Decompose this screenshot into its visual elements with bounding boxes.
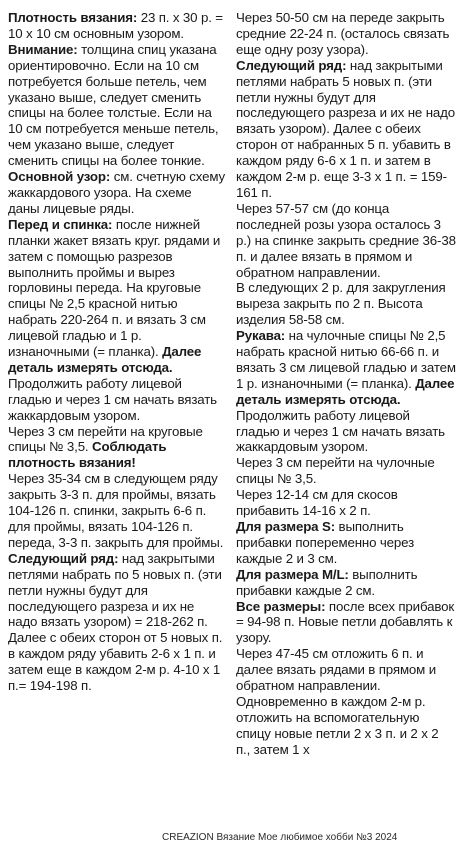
all-sizes-paragraph — [236, 599, 456, 647]
armhole-paragraph — [8, 471, 226, 551]
front-neck-text: Через 50-50 см на переде закрыть средние 22-24 п. (осталось связать еще одну розу узора). — [236, 10, 450, 57]
rounding-text: В следующих 2 р. для закругления выреза закрыть по 2 п. Высота изделия 58-58 см. — [236, 280, 446, 328]
next-row-2-text: над закрытыми петлями набрать 5 новых п. (эти петли нужны будут для последующего разреза и их не надо вязать узором). Далее с обеих сторон от набранных 5 п. убавить в каждом ряду 6-6 x 1 п. и затем в каждом 2-м р. еще 3-3 x 1 п. = 159-161 п. — [236, 57, 456, 200]
sleeves-continue-text: Продолжить работу лицевой гладью и через 1 см начать вязать жаккардовым узором. — [236, 407, 445, 455]
front-neck-paragraph — [236, 10, 456, 58]
armhole-text: Через 35-34 см в следующем ряду закрыть 3-3 п. для проймы, вязать 104-126 п. спинки, закрыть 6-6 п. для проймы, вязать 104-126 п. переда, 3-3 п. закрыть для проймы. — [8, 471, 224, 550]
attention-heading: Внимание: — [8, 41, 78, 57]
all-sizes-text: после всех прибавок = 94-98 п. Новые петли добавлять к узору. — [236, 598, 455, 646]
sleeves-heading: Рукава: — [236, 328, 286, 344]
attention-paragraph — [8, 42, 226, 169]
set-aside-text: Через 47-45 см отложить 6 п. и далее вязать рядами в прямом и обратном направлении. — [236, 646, 436, 694]
rounding-paragraph — [236, 280, 456, 328]
size-s-heading: Для размера S: — [236, 519, 335, 534]
set-aside-paragraph — [236, 646, 456, 694]
decrease-paragraph — [8, 630, 226, 694]
right-column — [236, 10, 456, 758]
all-sizes-heading: Все размеры: — [236, 598, 326, 614]
next-row-paragraph — [8, 551, 226, 631]
decrease-text: Далее с обеих сторон от 5 новых п. в каждом ряду убавить 2-6 x 1 п. и затем еще в каждом 2-м р. 4-10 x 1 п.= 194-198 п. — [8, 630, 223, 694]
sleeves-measure-note: Далее деталь измерять отсюда. — [236, 375, 455, 407]
measure-note: Далее деталь измерять отсюда. — [8, 344, 202, 375]
size-s-text: выполнить прибавки попеременно через каждые 2 и 3 см. — [236, 519, 415, 566]
size-ml-text: выполнить прибавки каждые 2 см. — [236, 566, 418, 598]
size-ml-paragraph — [236, 567, 456, 599]
front-back-paragraph — [8, 217, 226, 376]
simultaneously-paragraph — [236, 694, 456, 758]
main-pattern-heading: Основной узор: — [8, 169, 111, 185]
attention-text: толщина спиц указана ориентировочно. Если на 10 см потребуется больше петель, чем указано выше, следует сменить спицы на более толстые. Если на 10 см потребуется меньше петель, чем указано выше, следует сменить спицы на более тонкие. — [8, 41, 219, 169]
next-row-2-heading: Следующий ряд: — [236, 57, 347, 73]
footer-caption: CREAZION Вязание Мое любимое хобби №3 2024 — [162, 832, 398, 843]
needles-text: Через 3 см перейти на круговые спицы № 3,5. — [8, 423, 203, 455]
continue-text: Продолжить работу лицевой гладью и через 1 см начать вязать жаккардовым узором. — [8, 375, 217, 423]
back-neck-paragraph — [236, 201, 456, 281]
density-warning: Соблюдать плотность вязания! — [8, 439, 167, 471]
density-text: 23 п. x 30 р. = 10 x 10 см основным узором. — [8, 10, 223, 41]
back-neck-text: Через 57-57 см (до конца последней розы узора осталось 3 р.) на спинке закрыть средние 36-38 п. и далее вязать в прямом и обратном направлении. — [236, 200, 456, 280]
left-column — [8, 10, 226, 694]
size-s-paragraph — [236, 519, 456, 567]
needles-paragraph — [8, 424, 226, 472]
bevel-text: Через 12-14 см для скосов прибавить 14-16 x 2 п. — [236, 487, 398, 519]
main-pattern-text: см. счетную схему жаккардового узора. На схеме даны лицевые ряды. — [8, 169, 225, 216]
bevel-paragraph — [236, 487, 456, 519]
next-row-heading: Следующий ряд: — [8, 550, 119, 566]
main-pattern-paragraph — [8, 169, 226, 217]
sleeves-needles-paragraph — [236, 455, 456, 487]
front-back-text: после нижней планки жакет вязать круг. рядами и затем с помощью разрезов выполнить проймы и вырез горловины переда. На круговые спицы № 2,5 красной нитью набрать 220-264 п. и вязать 3 см лицевой гладью и 1 р. изнаночными (= планка). — [8, 216, 221, 360]
next-row-2-paragraph — [236, 58, 456, 201]
sleeves-paragraph — [236, 328, 456, 408]
density-heading: Плотность вязания: — [8, 10, 138, 25]
next-row-text: над закрытыми петлями набрать по 5 новых п. (эти петли нужны будут для последующего разреза и их не надо вязать узором) = 218-262 п. — [8, 550, 222, 630]
size-ml-heading: Для размера M/L: — [236, 566, 349, 582]
sleeves-continue-paragraph — [236, 408, 456, 456]
sleeves-text: на чулочные спицы № 2,5 набрать красной нитью 66-66 п. и вязать 3 см лицевой гладью и затем 1 р. изнаночными (= планка). — [236, 328, 456, 391]
continue-paragraph — [8, 376, 226, 424]
density-paragraph — [8, 10, 226, 42]
front-back-heading: Перед и спинка: — [8, 216, 113, 232]
simultaneously-text: Одновременно в каждом 2-м р. отложить на вспомогательную спицу новые петли 2 x 3 п. и 2 x 2 п., затем 1 x — [236, 693, 439, 757]
sleeves-needles-text: Через 3 см перейти на чулочные спицы № 3,5. — [236, 455, 435, 487]
